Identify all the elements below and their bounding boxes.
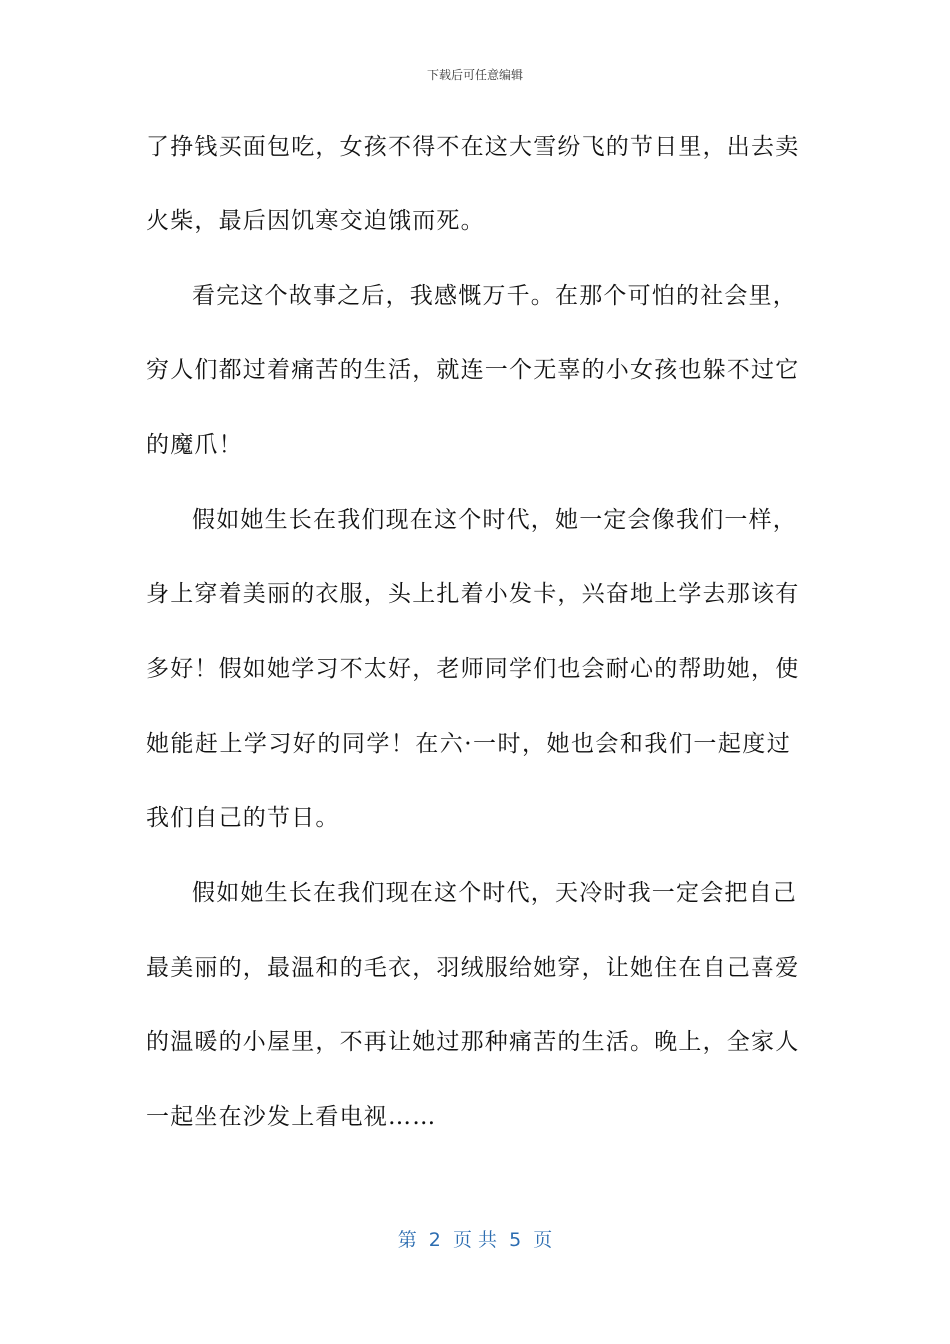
page-number-footer: 第 2 页 共 5 页	[397, 1229, 553, 1251]
page-header-note: 下载后可任意编辑	[426, 68, 523, 82]
text-line: 最美丽的，最温和的毛衣，羽绒服给她穿，让她住在自己喜爱	[146, 955, 800, 981]
text-line: 一起坐在沙发上看电视……	[146, 1104, 437, 1130]
text-line: 多好！假如她学习不太好，老师同学们也会耐心的帮助她，使	[146, 656, 800, 682]
text-line: 她能赶上学习好的同学！在六·一时，她也会和我们一起度过	[146, 731, 791, 757]
text-line: 火柴，最后因饥寒交迫饿而死。	[146, 208, 485, 234]
paragraph-start-line: 看完这个故事之后，我感慨万千。在那个可怕的社会里，	[192, 283, 797, 309]
text-line: 的魔爪！	[146, 432, 243, 458]
text-line: 穷人们都过着痛苦的生活，就连一个无辜的小女孩也躲不过它	[146, 357, 800, 383]
paragraph-start-line: 假如她生长在我们现在这个时代，天冷时我一定会把自己	[192, 880, 797, 906]
text-line: 身上穿着美丽的衣服，头上扎着小发卡，兴奋地上学去那该有	[146, 581, 800, 607]
text-line: 我们自己的节日。	[146, 805, 340, 831]
paragraph-start-line: 假如她生长在我们现在这个时代，她一定会像我们一样，	[192, 507, 797, 533]
text-line: 的温暖的小屋里，不再让她过那种痛苦的生活。晚上，全家人	[146, 1029, 800, 1055]
text-line: 了挣钱买面包吃，女孩不得不在这大雪纷飞的节日里，出去卖	[146, 134, 800, 160]
